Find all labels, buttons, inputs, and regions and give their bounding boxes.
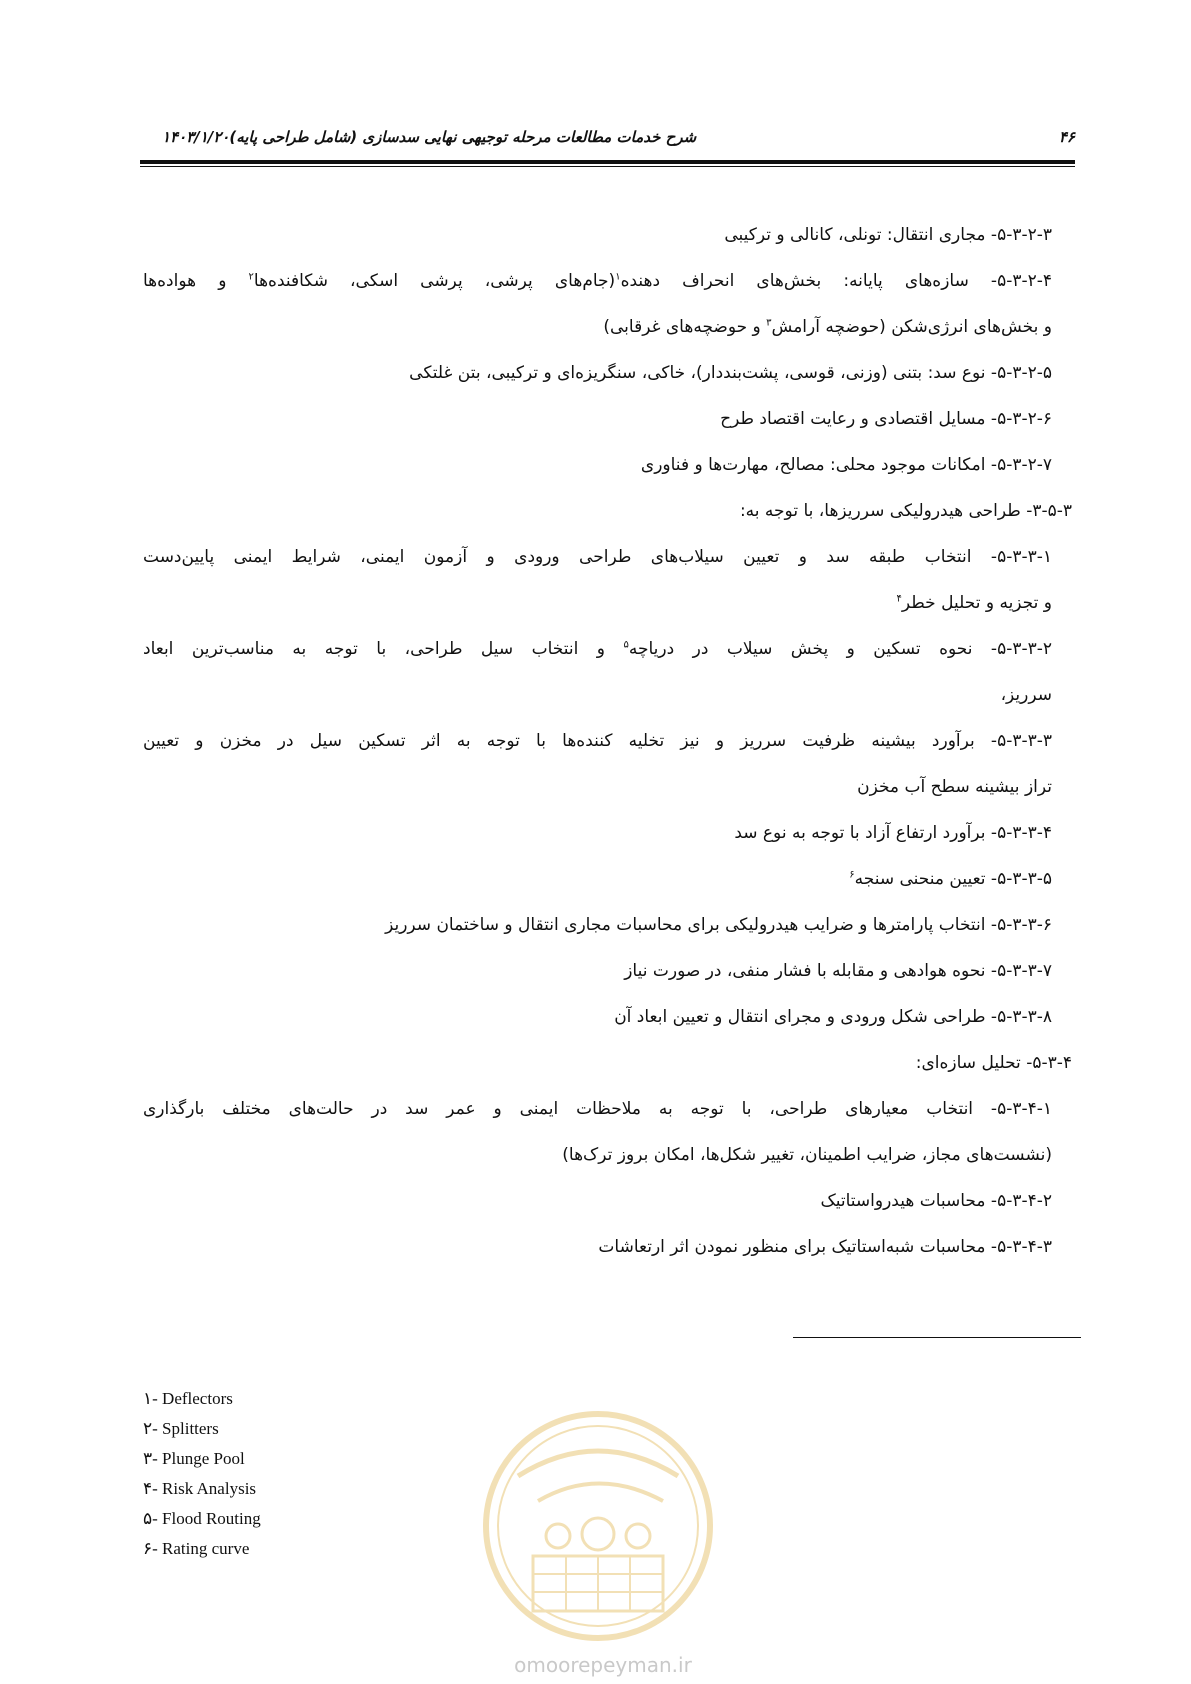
line-text: ۵-۳-۳-۲- نحوه تسکین و پخش سیلاب در دریاچه (628, 639, 1052, 659)
line-text: ۵-۳-۳-۱- انتخاب طبقه سد و تعیین سیلاب‌های طراحی ورودی و آزمون ایمنی، شرایط ایمنی پایین‌دست (143, 547, 1052, 567)
header-rule (140, 160, 1075, 164)
line-text: (جام‌های پرشی، پرشی اسکی، شکافنده‌ها (253, 271, 616, 291)
item-5-3-4-1 (143, 1086, 1072, 1132)
footnote-ref: ۶ (849, 869, 855, 881)
section-5-3-4 (143, 1040, 1072, 1086)
item-5-3-3-1 (143, 534, 1072, 580)
line-text: ۵-۳-۴-۲- محاسبات هیدرواستاتیک (820, 1191, 1052, 1211)
footnote-4: ۴- Risk Analysis (143, 1479, 257, 1498)
item-5-3-2-5 (143, 350, 1072, 396)
line-text: ۵-۳-۳-۵- تعیین منحنی سنجه (854, 869, 1052, 889)
item-5-3-3-1-cont (143, 580, 1072, 626)
item-5-3-3-3-cont (143, 764, 1072, 810)
footnote-ref: ۱ (615, 271, 621, 283)
footnote-ref: ۴ (896, 593, 902, 605)
item-5-3-3-6 (143, 902, 1072, 948)
item-5-3-2-4 (143, 258, 1072, 304)
line-text: سرریز، (1000, 685, 1052, 705)
line-text: ۵-۳-۴-۱- انتخاب معیارهای طراحی، با توجه به ملاحظات ایمنی و عمر سد در حالت‌های مختلف بارگذاری (143, 1099, 1052, 1119)
item-5-3-2-3 (143, 212, 1072, 258)
item-5-3-3-8 (143, 994, 1072, 1040)
line-text: ۵-۳-۳-۳- برآورد بیشینه ظرفیت سرریز و نیز تخلیه کننده‌ها با توجه به اثر تسکین سیل در مخزن و تعیین (143, 731, 1052, 751)
line-text: ۵-۳-۲-۶- مسایل اقتصادی و رعایت اقتصاد طرح (720, 409, 1052, 429)
line-text: ۵-۳-۲-۳- مجاری انتقال: تونلی، کانالی و ترکیبی (724, 225, 1052, 245)
header-title (140, 128, 696, 146)
line-text: (نشست‌های مجاز، ضرایب اطمینان، تغییر شکل‌ها، امکان بروز ترک‌ها) (562, 1145, 1052, 1165)
page-number: ۴۶ (1058, 128, 1075, 146)
line-text: ۵-۳-۴-۳- محاسبات شبه‌استاتیک برای منظور نمودن اثر ارتعاشات (598, 1237, 1052, 1257)
item-5-3-4-2 (143, 1178, 1072, 1224)
item-5-3-3-5 (143, 856, 1072, 902)
item-5-3-2-4-cont (143, 304, 1072, 350)
line-text: و انتخاب سیل طراحی، با توجه به مناسب‌ترین ابعاد (143, 639, 624, 659)
item-5-3-3-4 (143, 810, 1072, 856)
footnote-ref: ۳ (766, 317, 772, 329)
footnote-1: ۱- Deflectors (143, 1389, 233, 1408)
header-title-text: شرح خدمات مطالعات مرحله توجیهی نهایی سدسازی (شامل طراحی پایه) (229, 128, 697, 146)
footnote-5: ۵- Flood Routing (143, 1509, 261, 1528)
line-text: ۵-۳-۳-۷- نحوه هوادهی و مقابله با فشار منفی، در صورت نیاز (624, 961, 1052, 981)
watermark-logo (478, 1406, 718, 1646)
line-text: و حوضچه‌های غرقابی) (603, 317, 767, 337)
line-text: تراز بیشینه سطح آب مخزن (857, 777, 1052, 797)
footnote-2: ۲- Splitters (143, 1419, 219, 1438)
line-text: ۵-۳-۳-۶- انتخاب پارامترها و ضرایب هیدرولیکی برای محاسبات مجاری انتقال و ساختمان سرریز (385, 915, 1052, 935)
item-5-3-3-7 (143, 948, 1072, 994)
item-5-3-4-1-cont (143, 1132, 1072, 1178)
item-5-3-2-7 (143, 442, 1072, 488)
header-date: ۱۴۰۳/۱/۲۰ (162, 128, 230, 146)
footnote-6: ۶- Rating curve (143, 1539, 250, 1558)
item-5-3-4-3 (143, 1224, 1072, 1270)
watermark-url: omoorepeyman.ir (514, 1653, 692, 1677)
line-text: ۵-۳-۳-۸- طراحی شکل ورودی و مجرای انتقال و تعیین ابعاد آن (614, 1007, 1052, 1027)
footnote-3: ۳- Plunge Pool (143, 1449, 245, 1468)
line-text: ۵-۳-۲-۷- امکانات موجود محلی: مصالح، مهارت‌ها و فناوری (640, 455, 1052, 475)
item-5-3-3-2 (143, 626, 1072, 672)
line-text: ۵-۳-۳-۴- برآورد ارتفاع آزاد با توجه به نوع سد (734, 823, 1052, 843)
line-text: ۵-۳-۲-۴- سازه‌های پایانه: بخش‌های انحراف دهنده (620, 271, 1052, 291)
header-rule-thin (140, 166, 1075, 167)
page-header (140, 128, 1075, 154)
body-text (143, 212, 1072, 1270)
item-5-3-3-3 (143, 718, 1072, 764)
line-text: ۵-۳-۴- تحلیل سازه‌ای: (915, 1053, 1072, 1073)
line-text: ۳-۵-۳- طراحی هیدرولیکی سرریزها، با توجه به: (739, 501, 1072, 521)
line-text: و بخش‌های انرژی‌شکن (حوضچه آرامش (771, 317, 1052, 337)
section-3-5-3 (143, 488, 1072, 534)
footnote-ref: ۲ (248, 271, 254, 283)
line-text: ۵-۳-۲-۵- نوع سد: بتنی (وزنی، قوسی، پشت‌بنددار)، خاکی، سنگریزه‌ای و ترکیبی، بتن غلتکی (409, 363, 1052, 383)
line-text: و تجزیه و تحلیل خطر (901, 593, 1052, 613)
footnote-ref: ۵ (623, 639, 629, 651)
line-text: و هواده‌ها (143, 271, 249, 291)
item-5-3-2-6 (143, 396, 1072, 442)
footnote-separator (793, 1337, 1081, 1338)
item-5-3-3-2-cont (143, 672, 1072, 718)
